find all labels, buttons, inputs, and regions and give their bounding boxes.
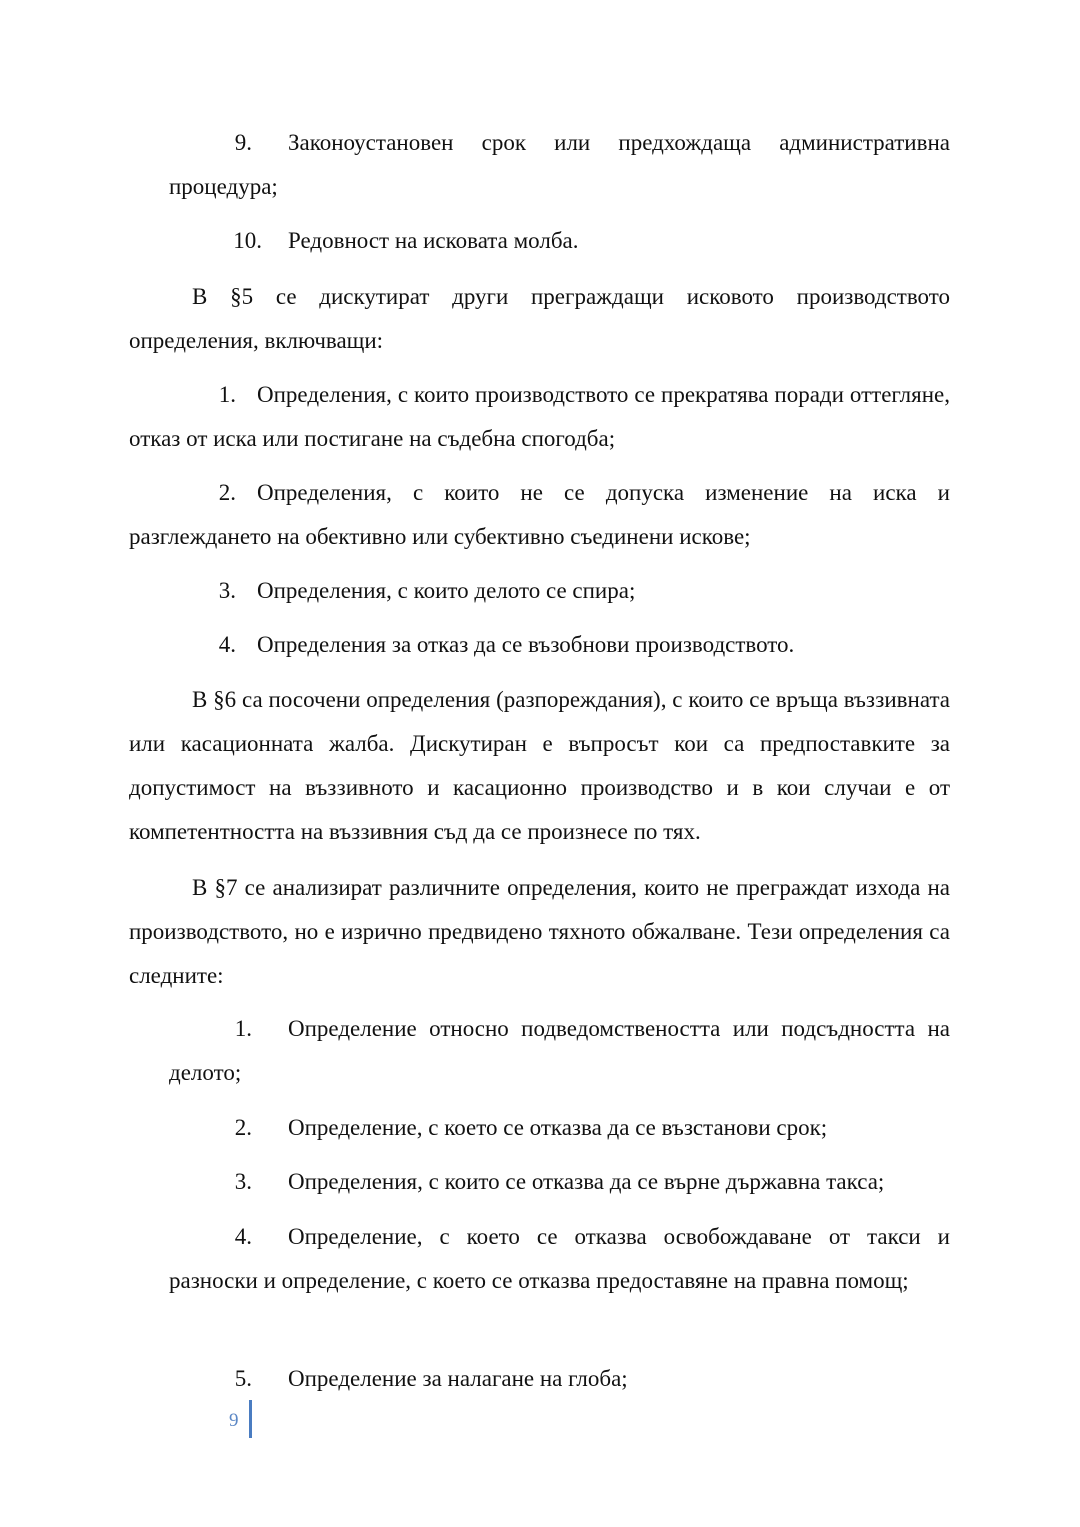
list-number: 4. [218, 632, 236, 657]
list-text: Определение за налагане на глоба; [288, 1366, 628, 1391]
page-number-divider [249, 1400, 252, 1438]
list-text: Законоустановен срок или предхождаща административна процедура; [169, 130, 950, 199]
paragraph: В §6 са посочени определения (разпореждания), с които се връща въззивната или касационната жалба. Дискутиран е въпросът кои са предпоставките за допустимост на въззивното и касационно производство и в кои случаи е от компетентността на въззивния съд да се произнесе по тях. [129, 687, 950, 844]
paragraph: В §5 се дискутират други преграждащи исковото производството определения, включващи: [129, 284, 950, 353]
page-number: 9 [229, 1410, 239, 1431]
list-text: Редовност на исковата молба. [288, 228, 579, 253]
list-number: 3. [218, 578, 236, 603]
list-text: Определение относно подведомствеността или подсъдността на делото; [169, 1016, 950, 1085]
list-text: Определения, с които делото се спира; [257, 578, 636, 603]
list-number: 1. [218, 382, 236, 407]
list-text: Определения, с които производството се прекратява поради оттегляне, отказ от иска или постигане на съдебна спогодба; [129, 382, 950, 451]
list-text: Определение, с което се отказва освобождаване от такси и разноски и определение, с което се отказва предоставяне на правна помощ; [169, 1224, 950, 1293]
list-text: Определения, с които не се допуска изменение на иска и разглеждането на обективно или субективно съединени искове; [129, 480, 950, 549]
list-number: 1. [234, 1016, 252, 1041]
list-text: Определение, с което се отказва да се възстанови срок; [288, 1115, 828, 1140]
list-text: Определения за отказ да се възобнови производството. [257, 632, 795, 657]
list-text: Определения, с които се отказва да се върне държавна такса; [288, 1169, 885, 1194]
list-number: 10. [233, 228, 262, 253]
list-number: 2. [218, 480, 236, 505]
list-number: 2. [234, 1115, 252, 1140]
list-number: 5. [234, 1366, 252, 1391]
list-number: 4. [234, 1224, 252, 1249]
list-number: 3. [234, 1169, 252, 1194]
list-number: 9. [234, 130, 252, 155]
paragraph: В §7 се анализират различните определения, които не преграждат изхода на производството, но е изрично предвидено тяхното обжалване. Тези определения са следните: [129, 875, 950, 988]
